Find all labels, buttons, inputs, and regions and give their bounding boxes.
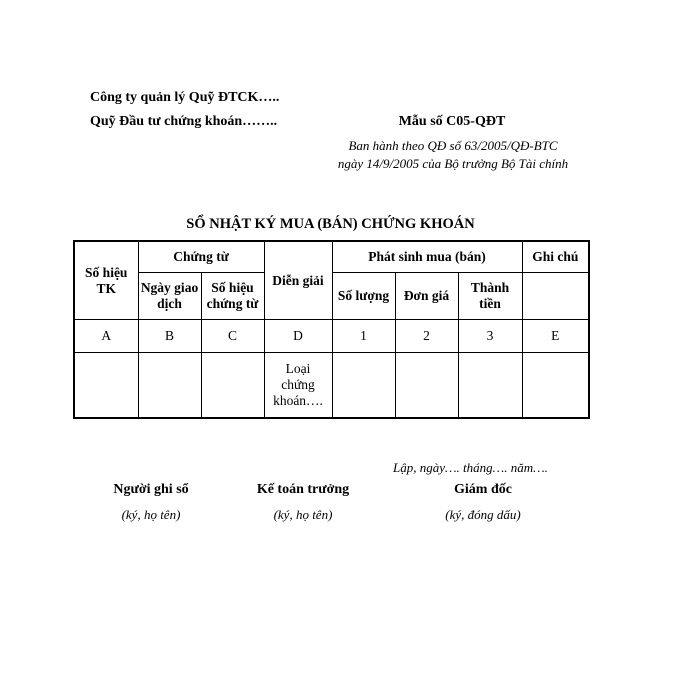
header-trade-date: Ngày giao dịch: [138, 273, 201, 320]
signer-note-director: (ký, đóng dấu): [445, 507, 521, 522]
issued-by-line-1: Ban hành theo QĐ số 63/2005/QĐ-BTC: [348, 138, 558, 153]
header-note: Ghi chú: [522, 241, 589, 273]
code-cell: C: [201, 320, 264, 353]
header-unit-price: Đơn giá: [395, 273, 458, 320]
document-title: SỔ NHẬT KÝ MUA (BÁN) CHỨNG KHOÁN: [186, 216, 475, 232]
signer-note-chief-accountant: (ký, họ tên): [273, 507, 333, 522]
signer-title-director: Giám đốc: [454, 482, 512, 497]
header-quantity: Số lượng: [332, 273, 395, 320]
description-cell: Loại chứng khoán….: [264, 353, 332, 419]
issued-by-line-2: ngày 14/9/2005 của Bộ trưởng Bộ Tài chính: [337, 156, 569, 171]
code-cell: B: [138, 320, 201, 353]
code-cell: E: [522, 320, 589, 353]
code-cell: 3: [458, 320, 522, 353]
data-cell: [522, 353, 589, 419]
data-cell: [138, 353, 201, 419]
code-cell: 1: [332, 320, 395, 353]
code-cell: 2: [395, 320, 458, 353]
header-voucher-group: Chứng từ: [138, 241, 264, 273]
header-voucher-number: Số hiệu chứng từ: [201, 273, 264, 320]
form-code: Mẫu số C05-QĐT: [398, 114, 506, 129]
signer-title-chief-accountant: Kế toán trưởng: [256, 482, 350, 497]
fund-name: Quỹ Đầu tư chứng khoán……..: [90, 114, 278, 129]
signer-note-recorder: (ký, họ tên): [121, 507, 181, 522]
place-date-line: Lập, ngày…. tháng…. năm….: [393, 460, 548, 475]
header-note-blank: [522, 273, 589, 320]
code-cell: A: [74, 320, 138, 353]
code-cell: D: [264, 320, 332, 353]
ledger-table: [73, 240, 590, 419]
data-cell: [395, 353, 458, 419]
data-cell: [458, 353, 522, 419]
data-cell: [332, 353, 395, 419]
data-cell: [74, 353, 138, 419]
header-account-number: Số hiệu TK: [74, 241, 138, 320]
signer-title-recorder: Người ghi sổ: [113, 482, 189, 497]
header-amount: Thành tiền: [458, 273, 522, 320]
header-transaction-group: Phát sinh mua (bán): [332, 241, 522, 273]
header-description: Diễn giải: [264, 241, 332, 320]
company-name: Công ty quản lý Quỹ ĐTCK…..: [90, 90, 280, 105]
data-cell: [201, 353, 264, 419]
